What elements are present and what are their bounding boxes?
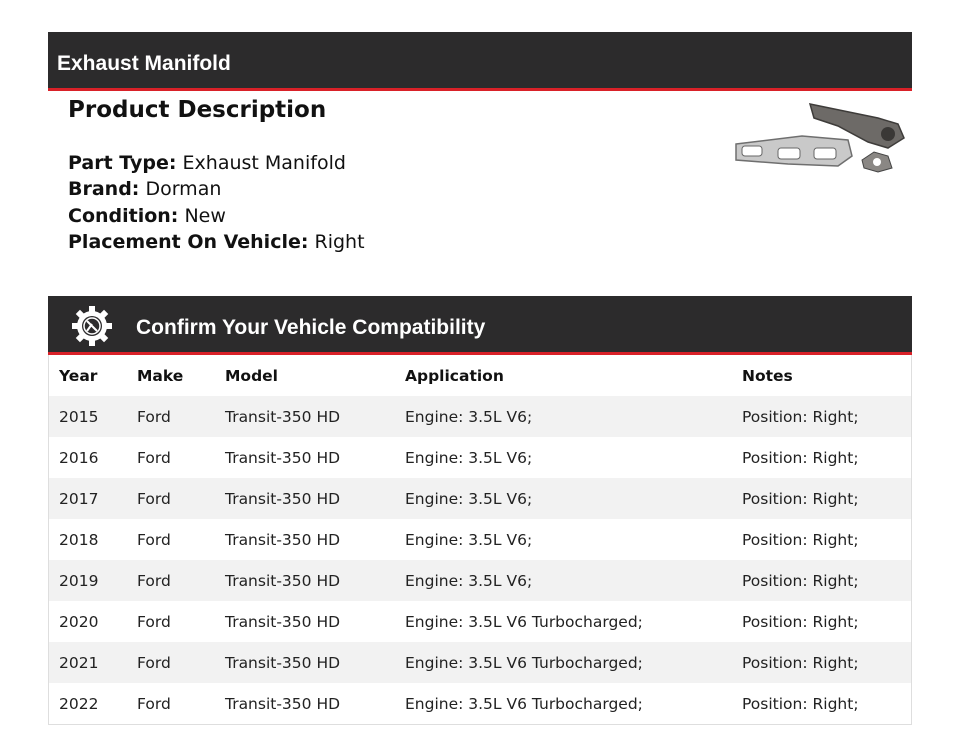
- cell-application: Engine: 3.5L V6;: [405, 489, 533, 508]
- cell-year: 2019: [59, 571, 99, 590]
- cell-model: Transit-350 HD: [225, 571, 341, 590]
- compatibility-table: [48, 355, 912, 725]
- spec-part-type: Part Type: Exhaust Manifold: [68, 152, 346, 174]
- compatibility-header-bar: [48, 296, 912, 355]
- cell-make: Ford: [137, 571, 171, 590]
- cell-year: 2016: [59, 448, 99, 467]
- cell-application: Engine: 3.5L V6;: [405, 571, 533, 590]
- cell-make: Ford: [137, 612, 171, 631]
- cell-make: Ford: [137, 448, 171, 467]
- table-row: [49, 601, 911, 642]
- cell-application: Engine: 3.5L V6;: [405, 530, 533, 549]
- cell-notes: Position: Right;: [742, 571, 859, 590]
- cell-year: 2022: [59, 694, 99, 713]
- column-model: Model: [225, 366, 278, 385]
- table-row: [49, 478, 911, 519]
- cell-year: 2021: [59, 653, 99, 672]
- compatibility-title: Confirm Your Vehicle Compatibility: [136, 316, 486, 339]
- cell-year: 2015: [59, 407, 99, 426]
- cell-make: Ford: [137, 530, 171, 549]
- spec-condition: Condition: New: [68, 204, 226, 227]
- column-make: Make: [137, 366, 184, 385]
- cell-notes: Position: Right;: [742, 694, 859, 713]
- exhaust-manifold-image: [728, 96, 908, 186]
- table-row: [49, 437, 911, 478]
- cell-year: 2020: [59, 612, 99, 631]
- column-application: Application: [405, 366, 504, 385]
- cell-application: Engine: 3.5L V6 Turbocharged;: [405, 653, 643, 672]
- cell-notes: Position: Right;: [742, 407, 859, 426]
- cell-application: Engine: 3.5L V6 Turbocharged;: [405, 694, 643, 713]
- cell-model: Transit-350 HD: [225, 407, 341, 426]
- cell-notes: Position: Right;: [742, 530, 859, 549]
- table-row: [49, 683, 911, 724]
- cell-notes: Position: Right;: [742, 489, 859, 508]
- cell-model: Transit-350 HD: [225, 489, 341, 508]
- cell-make: Ford: [137, 694, 171, 713]
- spec-placement: Placement On Vehicle: Right: [68, 230, 365, 253]
- product-description-heading: Product Description: [68, 97, 327, 123]
- table-row: [49, 396, 911, 437]
- cell-notes: Position: Right;: [742, 448, 859, 467]
- cell-model: Transit-350 HD: [225, 448, 341, 467]
- table-row: [49, 642, 911, 683]
- cell-model: Transit-350 HD: [225, 694, 341, 713]
- cell-year: 2017: [59, 489, 99, 508]
- table-row: [49, 519, 911, 560]
- cell-notes: Position: Right;: [742, 612, 859, 631]
- cell-model: Transit-350 HD: [225, 530, 341, 549]
- product-header-bar: [48, 32, 912, 91]
- cell-model: Transit-350 HD: [225, 653, 341, 672]
- cell-make: Ford: [137, 407, 171, 426]
- cell-notes: Position: Right;: [742, 653, 859, 672]
- column-notes: Notes: [742, 366, 793, 385]
- column-year: Year: [59, 366, 98, 385]
- table-header-row: [49, 355, 911, 396]
- cell-make: Ford: [137, 653, 171, 672]
- cell-application: Engine: 3.5L V6 Turbocharged;: [405, 612, 643, 631]
- cell-application: Engine: 3.5L V6;: [405, 407, 533, 426]
- spec-brand: Brand: Dorman: [68, 178, 222, 201]
- cell-model: Transit-350 HD: [225, 612, 341, 631]
- cell-make: Ford: [137, 489, 171, 508]
- cell-year: 2018: [59, 530, 99, 549]
- cell-application: Engine: 3.5L V6;: [405, 448, 533, 467]
- product-specs: [68, 150, 365, 255]
- table-row: [49, 560, 911, 601]
- gear-icon: [70, 304, 114, 348]
- product-title: Exhaust Manifold: [57, 52, 231, 75]
